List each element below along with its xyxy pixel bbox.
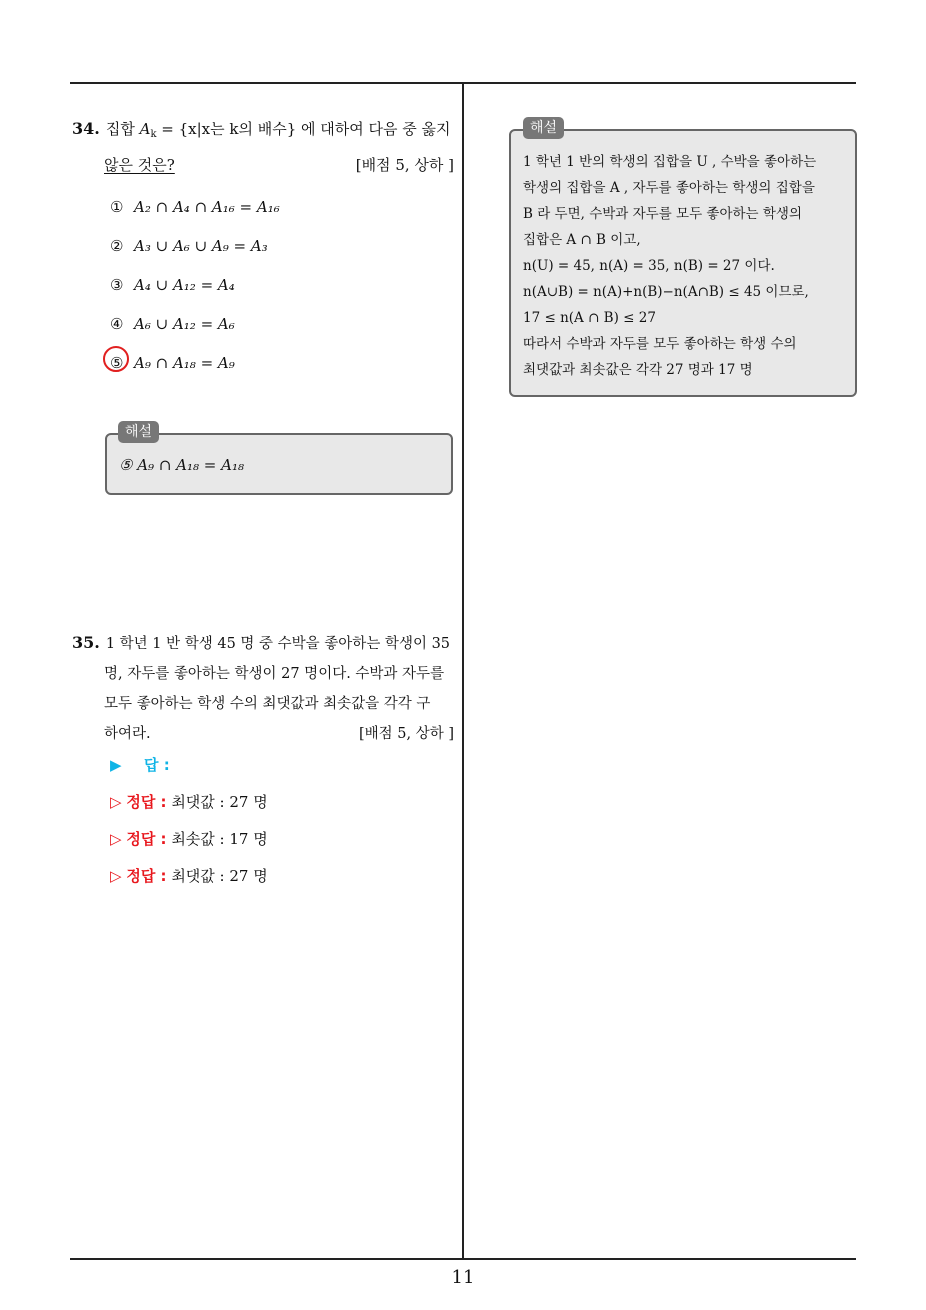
question-number: 35. (72, 633, 100, 652)
correct-answer-3 (110, 864, 268, 888)
question-text-line: 하여라. (104, 726, 151, 742)
question-text-part: 집합 (105, 120, 140, 138)
question-text-line: 모두 좋아하는 학생 수의 최댓값과 최솟값을 각각 구 (104, 696, 431, 712)
column-divider (462, 83, 464, 1259)
solution-box-35 (509, 129, 857, 397)
answer-text: 최댓값 : 27 명 (171, 867, 268, 885)
choice-number: ④ (110, 315, 124, 333)
solution-line: 따라서 수박과 자두를 모두 좋아하는 학생 수의 (523, 336, 797, 352)
correct-answer-1 (110, 790, 268, 814)
correct-answer-2 (110, 827, 268, 851)
choice-1[interactable] (110, 195, 280, 219)
question-text-part: 에 대하여 다음 중 옳지 (296, 120, 451, 138)
answer-label: 정답 : (126, 793, 167, 811)
question-text-line: 1 학년 1 반 학생 45 명 중 수박을 좋아하는 학생이 35 (105, 636, 451, 652)
solution-line: 최댓값과 최솟값은 각각 27 명과 17 명 (523, 362, 753, 378)
question-number: 34. (72, 119, 100, 138)
solution-line: n(A∪B) = n(A)+n(B)−n(A∩B) ≤ 45 이므로, (523, 284, 809, 300)
answer-marker-icon: ▷ (110, 830, 122, 848)
choice-expression: A₉ ∩ A₁₈ = A₉ (134, 354, 235, 372)
solution-tag: 해설 (523, 117, 564, 139)
points-label: [배점 5, 상하 ] (358, 726, 454, 742)
question-text-line2: 않은 것은? (104, 156, 175, 174)
choice-2[interactable] (110, 234, 268, 258)
solution-line: 집합은 A ∩ B 이고, (523, 232, 641, 248)
answer-label: 정답 : (126, 867, 167, 885)
solution-line: n(U) = 45, n(A) = 35, n(B) = 27 이다. (523, 258, 775, 274)
solution-line: 학생의 집합을 A , 자두를 좋아하는 학생의 집합을 (523, 180, 815, 196)
choice-4[interactable] (110, 312, 235, 336)
answer-marker-icon: ▷ (110, 867, 122, 885)
answer-text: 최솟값 : 17 명 (171, 830, 268, 848)
points-label: [배점 5, 상하 ] (355, 156, 454, 174)
answer-marker-icon: ▷ (110, 793, 122, 811)
question-35 (72, 628, 454, 749)
choice-3[interactable] (110, 273, 235, 297)
solution-text (523, 149, 816, 383)
question-text-line: 명, 자두를 좋아하는 학생이 27 명이다. 수박과 자두를 (104, 666, 445, 682)
answer-text: 최댓값 : 27 명 (171, 793, 268, 811)
choice-5[interactable] (110, 351, 235, 375)
solution-line: B 라 두면, 수박과 자두를 모두 좋아하는 학생의 (523, 206, 802, 222)
question-34 (72, 114, 454, 180)
set-definition: = {x|x는 k의 배수} (156, 120, 297, 138)
choice-expression: A₄ ∪ A₁₂ = A₄ (134, 276, 235, 294)
bottom-rule (70, 1258, 856, 1260)
choice-number: ② (110, 237, 124, 255)
solution-text: ⑤ A₉ ∩ A₁₈ = A₁₈ (119, 456, 244, 474)
answer-label: 답 : (144, 756, 170, 774)
choice-number: ① (110, 198, 124, 216)
solution-tag: 해설 (118, 421, 159, 443)
answer-circle-mark (103, 346, 129, 372)
choice-expression: A₆ ∪ A₁₂ = A₆ (134, 315, 235, 333)
page-number: 11 (451, 1267, 475, 1288)
answer-marker-icon: ▶ (110, 756, 122, 774)
answer-prompt (110, 753, 170, 777)
set-subscript: k (150, 129, 157, 140)
set-symbol: A (139, 120, 151, 138)
choice-expression: A₃ ∪ A₆ ∪ A₉ = A₃ (134, 237, 268, 255)
choice-number: ⑤ (110, 354, 124, 372)
choice-number: ③ (110, 276, 124, 294)
answer-label: 정답 : (126, 830, 167, 848)
choice-expression: A₂ ∩ A₄ ∩ A₁₆ = A₁₆ (134, 198, 280, 216)
solution-line: 1 학년 1 반의 학생의 집합을 U , 수박을 좋아하는 (523, 154, 817, 170)
solution-line: 17 ≤ n(A ∩ B) ≤ 27 (523, 310, 656, 326)
solution-box-34 (105, 433, 453, 495)
